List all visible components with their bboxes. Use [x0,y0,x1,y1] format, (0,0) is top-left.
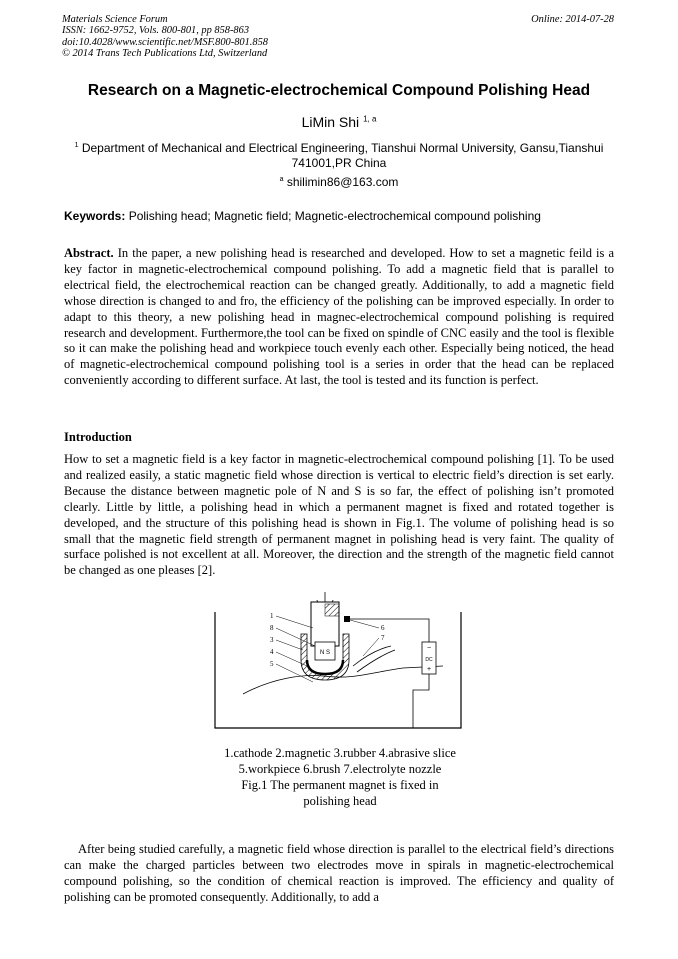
wire-bottom [413,674,429,728]
abstract-label: Abstract. [64,246,114,260]
brush [344,616,350,622]
figure-1 [213,590,465,732]
author-line [0,114,678,130]
label-6: 6 [381,624,385,632]
abstract-paragraph [64,246,614,389]
introduction-heading: Introduction [64,430,132,444]
doi-line: doi:10.4028/www.scientific.net/MSF.800-801.858 [62,36,268,48]
author-name: LiMin Shi [301,114,360,130]
wire-top [350,619,429,642]
svg-text:−: − [426,645,432,652]
keywords [64,209,616,223]
label-3: 3 [270,636,274,644]
keywords-text: Polishing head; Magnetic field; Magnetic-electrochemical compound polishing [128,209,541,223]
label-4: 4 [270,648,274,656]
label-7: 7 [381,634,385,642]
electrolyte-nozzle [353,646,391,666]
abstract-text: In the paper, a new polishing head is researched and developed. How to set a magnetic feild is a key factor in magnetic-electrochemical compound polishing. To add a magnetic field that is parallel to electrical field, the electrochemical reaction can be changed greatly. Additionally, to add a magnetic field whose direction is changed to and fro, the efficiency of the polishing can be improved especially. In order to adapt to this theory, a new polishing head in magnec-electrochemical compound polishing is required research and development. Furthermore,the tool can be fixed on spindle of CNC easily and the tool is flexible so it can make the polishing head and workpiece touch evenly each other. Especially being noticed, the head of magnetic-electrochemical compound polishing tool is a series in order that the head can be replaced conveniently according to different surface. At last, the tool is tested and its function is perfect. [64,246,614,388]
caption-parts: 1.cathode 2.magnetic 3.rubber 4.abrasive slice 5.workpiece 6.brush 7.electrolyte nozzle [224,746,456,776]
right-labels [381,624,385,642]
figure-caption [222,746,458,810]
intro-paragraph-1: How to set a magnetic field is a key factor in magnetic-electrochemical compound polishing [1]. To be used and realized easily, a static magnetic field whose direction is vertical to electric field’s direction is set early. Because the distance between magnetic pole of N and S is so far, the effect of polishing isn’t promoted clearly. Little by little, a polishing head in which a permanent magnet is fixed and rotated together is developed, and the structure of this polishing head is shown in Fig.1. The volume of polishing head is so small that the magnetic field strength of permanent magnet in polishing head is very faint. The quality of surface polished is not excellent at all. Moreover, the direction and the strength of the magnetic field cannot be changed as one pleases [2]. [64,452,614,578]
email-superscript: a [279,176,284,183]
online-date: Online: 2014-07-28 [531,14,614,25]
page-header [62,14,614,60]
caption-title: Fig.1 The permanent magnet is fixed in polishing head [241,777,439,808]
left-labels [270,612,274,668]
journal-name: Materials Science Forum [62,14,168,25]
issn-line: ISSN: 1662-9752, Vols. 800-801, pp 858-863 [62,25,250,37]
abrasive-slice [307,660,343,674]
label-5: 5 [270,660,274,668]
author-superscript: 1, a [363,114,377,124]
label-8: 8 [270,624,274,632]
paper-title: Research on a Magnetic-electrochemical Compound Polishing Head [87,82,591,99]
polishing-head-diagram [213,590,465,732]
supply-label: DC [425,657,433,663]
affiliation-superscript: 1 [74,142,79,149]
email-line [0,175,678,189]
affiliation-text: Department of Mechanical and Electrical Engineering, Tianshui Normal University, Gansu,Tianshui 741001,PR China [81,141,604,171]
keywords-label: Keywords: [64,209,126,223]
svg-text:+: + [426,666,432,673]
copyright-line: © 2014 Trans Tech Publications Ltd, Switzerland [62,48,268,60]
intro-paragraph-2: After being studied carefully, a magnetic field whose direction is parallel to the electrical field’s directions can make the charged particles between two electrodes move in spirals in magnetic-electrochemical compound polishing, so the condition of chemical reaction is improved. The efficiency and quality of polishing can be promoted consequently. Additionally, to add a [64,842,614,904]
email-address: shilimin86@163.com [286,175,399,189]
magnet-label: N S [319,650,331,656]
affiliation [62,138,616,171]
label-1: 1 [270,612,274,620]
